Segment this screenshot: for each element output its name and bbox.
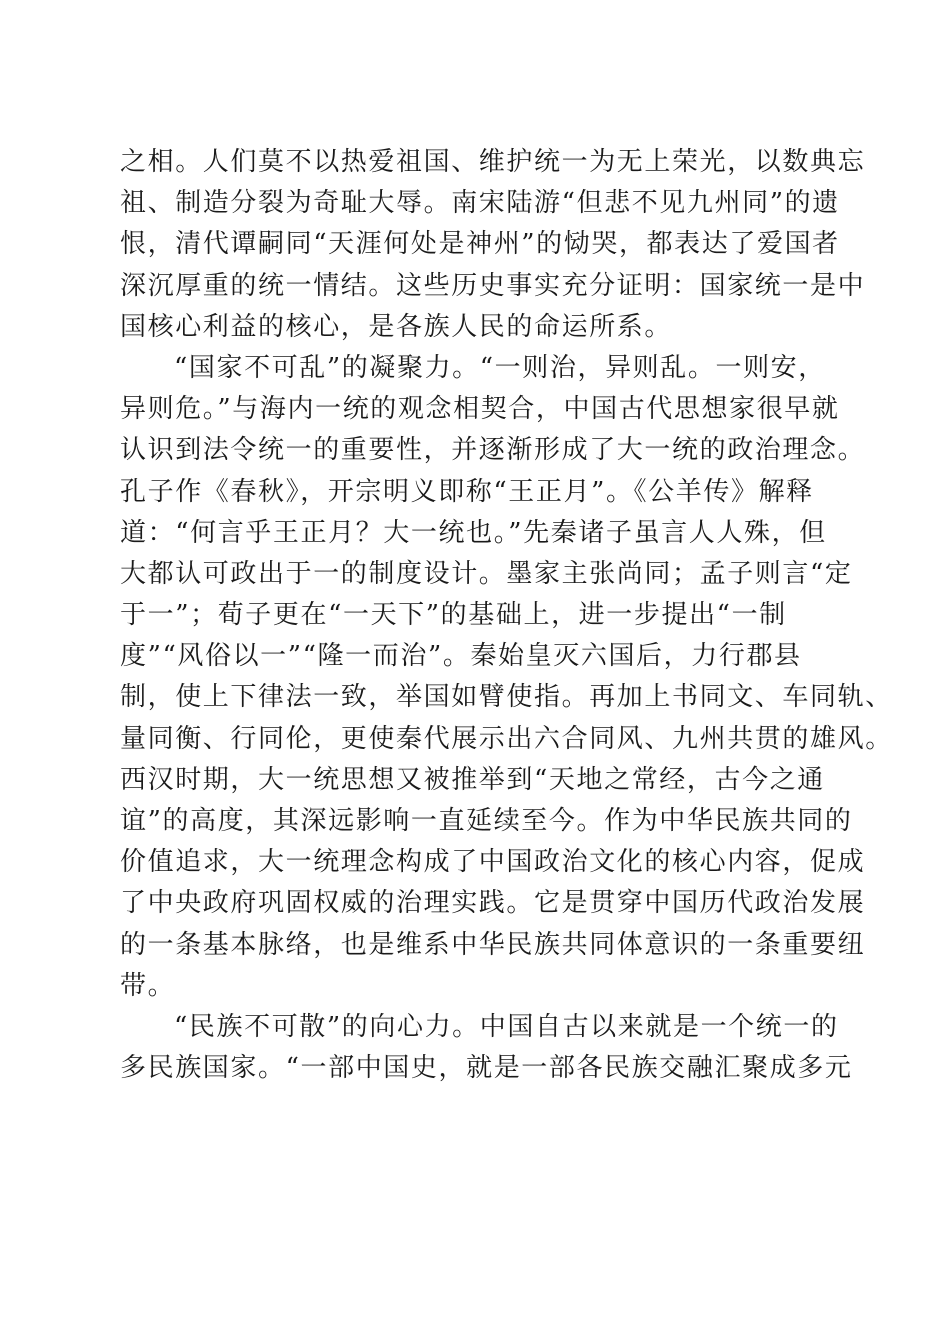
document-body (120, 142, 893, 1089)
paragraph-heading-line: “国家不可乱”的凝聚力。“一则治，异则乱。一则安， (174, 352, 826, 383)
text-line: 异则危。”与海内一统的观念相契合，中国古代思想家很早就 (120, 394, 840, 425)
text-line: 大都认可政出于一的制度设计。墨家主张尚同；孟子则言“定 (120, 558, 853, 589)
text-line: 之相。人们莫不以热爱祖国、维护统一为无上荣光，以数典忘 (120, 147, 866, 177)
text-line: 量同衡、行同伦，更使秦代展示出六合同风、九州共贯的雄风。 (120, 723, 893, 754)
text-line: 谊”的高度，其深远影响一直延续至今。作为中华民族共同的 (120, 806, 853, 836)
text-line: 制，使上下律法一致，举国如臂使指。再加上书同文、车同轨、 (120, 682, 893, 713)
text-line: 西汉时期，大一统思想又被推举到“天地之常经，古今之通 (120, 764, 825, 795)
text-line: 的一条基本脉络，也是维系中华民族共同体意识的一条重要纽 (120, 929, 866, 960)
text-line: 深沉厚重的统一情结。这些历史事实充分证明：国家统一是中 (120, 270, 866, 301)
text-line: 价值追求，大一统理念构成了中国政治文化的核心内容，促成 (120, 847, 866, 878)
text-line: 道：“何言乎王正月？大一统也。”先秦诸子虽言人人殊，但 (120, 517, 827, 548)
text-line: 祖、制造分裂为奇耻大辱。南宋陆游“但悲不见九州同”的遗 (120, 188, 840, 219)
paragraph-heading-line: “民族不可散”的向心力。中国自古以来就是一个统一的 (174, 1011, 839, 1042)
text-line: 了中央政府巩固权威的治理实践。它是贯穿中国历代政治发展 (120, 888, 866, 919)
text-line: 孔子作《春秋》，开宗明义即称“王正月”。《公羊传》解释 (120, 476, 814, 507)
text-line: 恨，清代谭嗣同“天涯何处是神州”的恸哭，都表达了爱国者 (120, 229, 840, 260)
text-line: 度”“风俗以一”“隆一而治”。秦始皇灭六国后，力行郡县 (120, 641, 802, 672)
text-line: 于一”；荀子更在“一天下”的基础上，进一步提出“一制 (120, 600, 787, 631)
text-line: 多民族国家。“一部中国史，就是一部各民族交融汇聚成多元 (120, 1053, 853, 1084)
text-line: 国核心利益的核心，是各族人民的命运所系。 (120, 311, 673, 342)
text-line: 认识到法令统一的重要性，并逐渐形成了大一统的政治理念。 (120, 435, 866, 466)
text-line: 带。 (120, 970, 176, 1001)
